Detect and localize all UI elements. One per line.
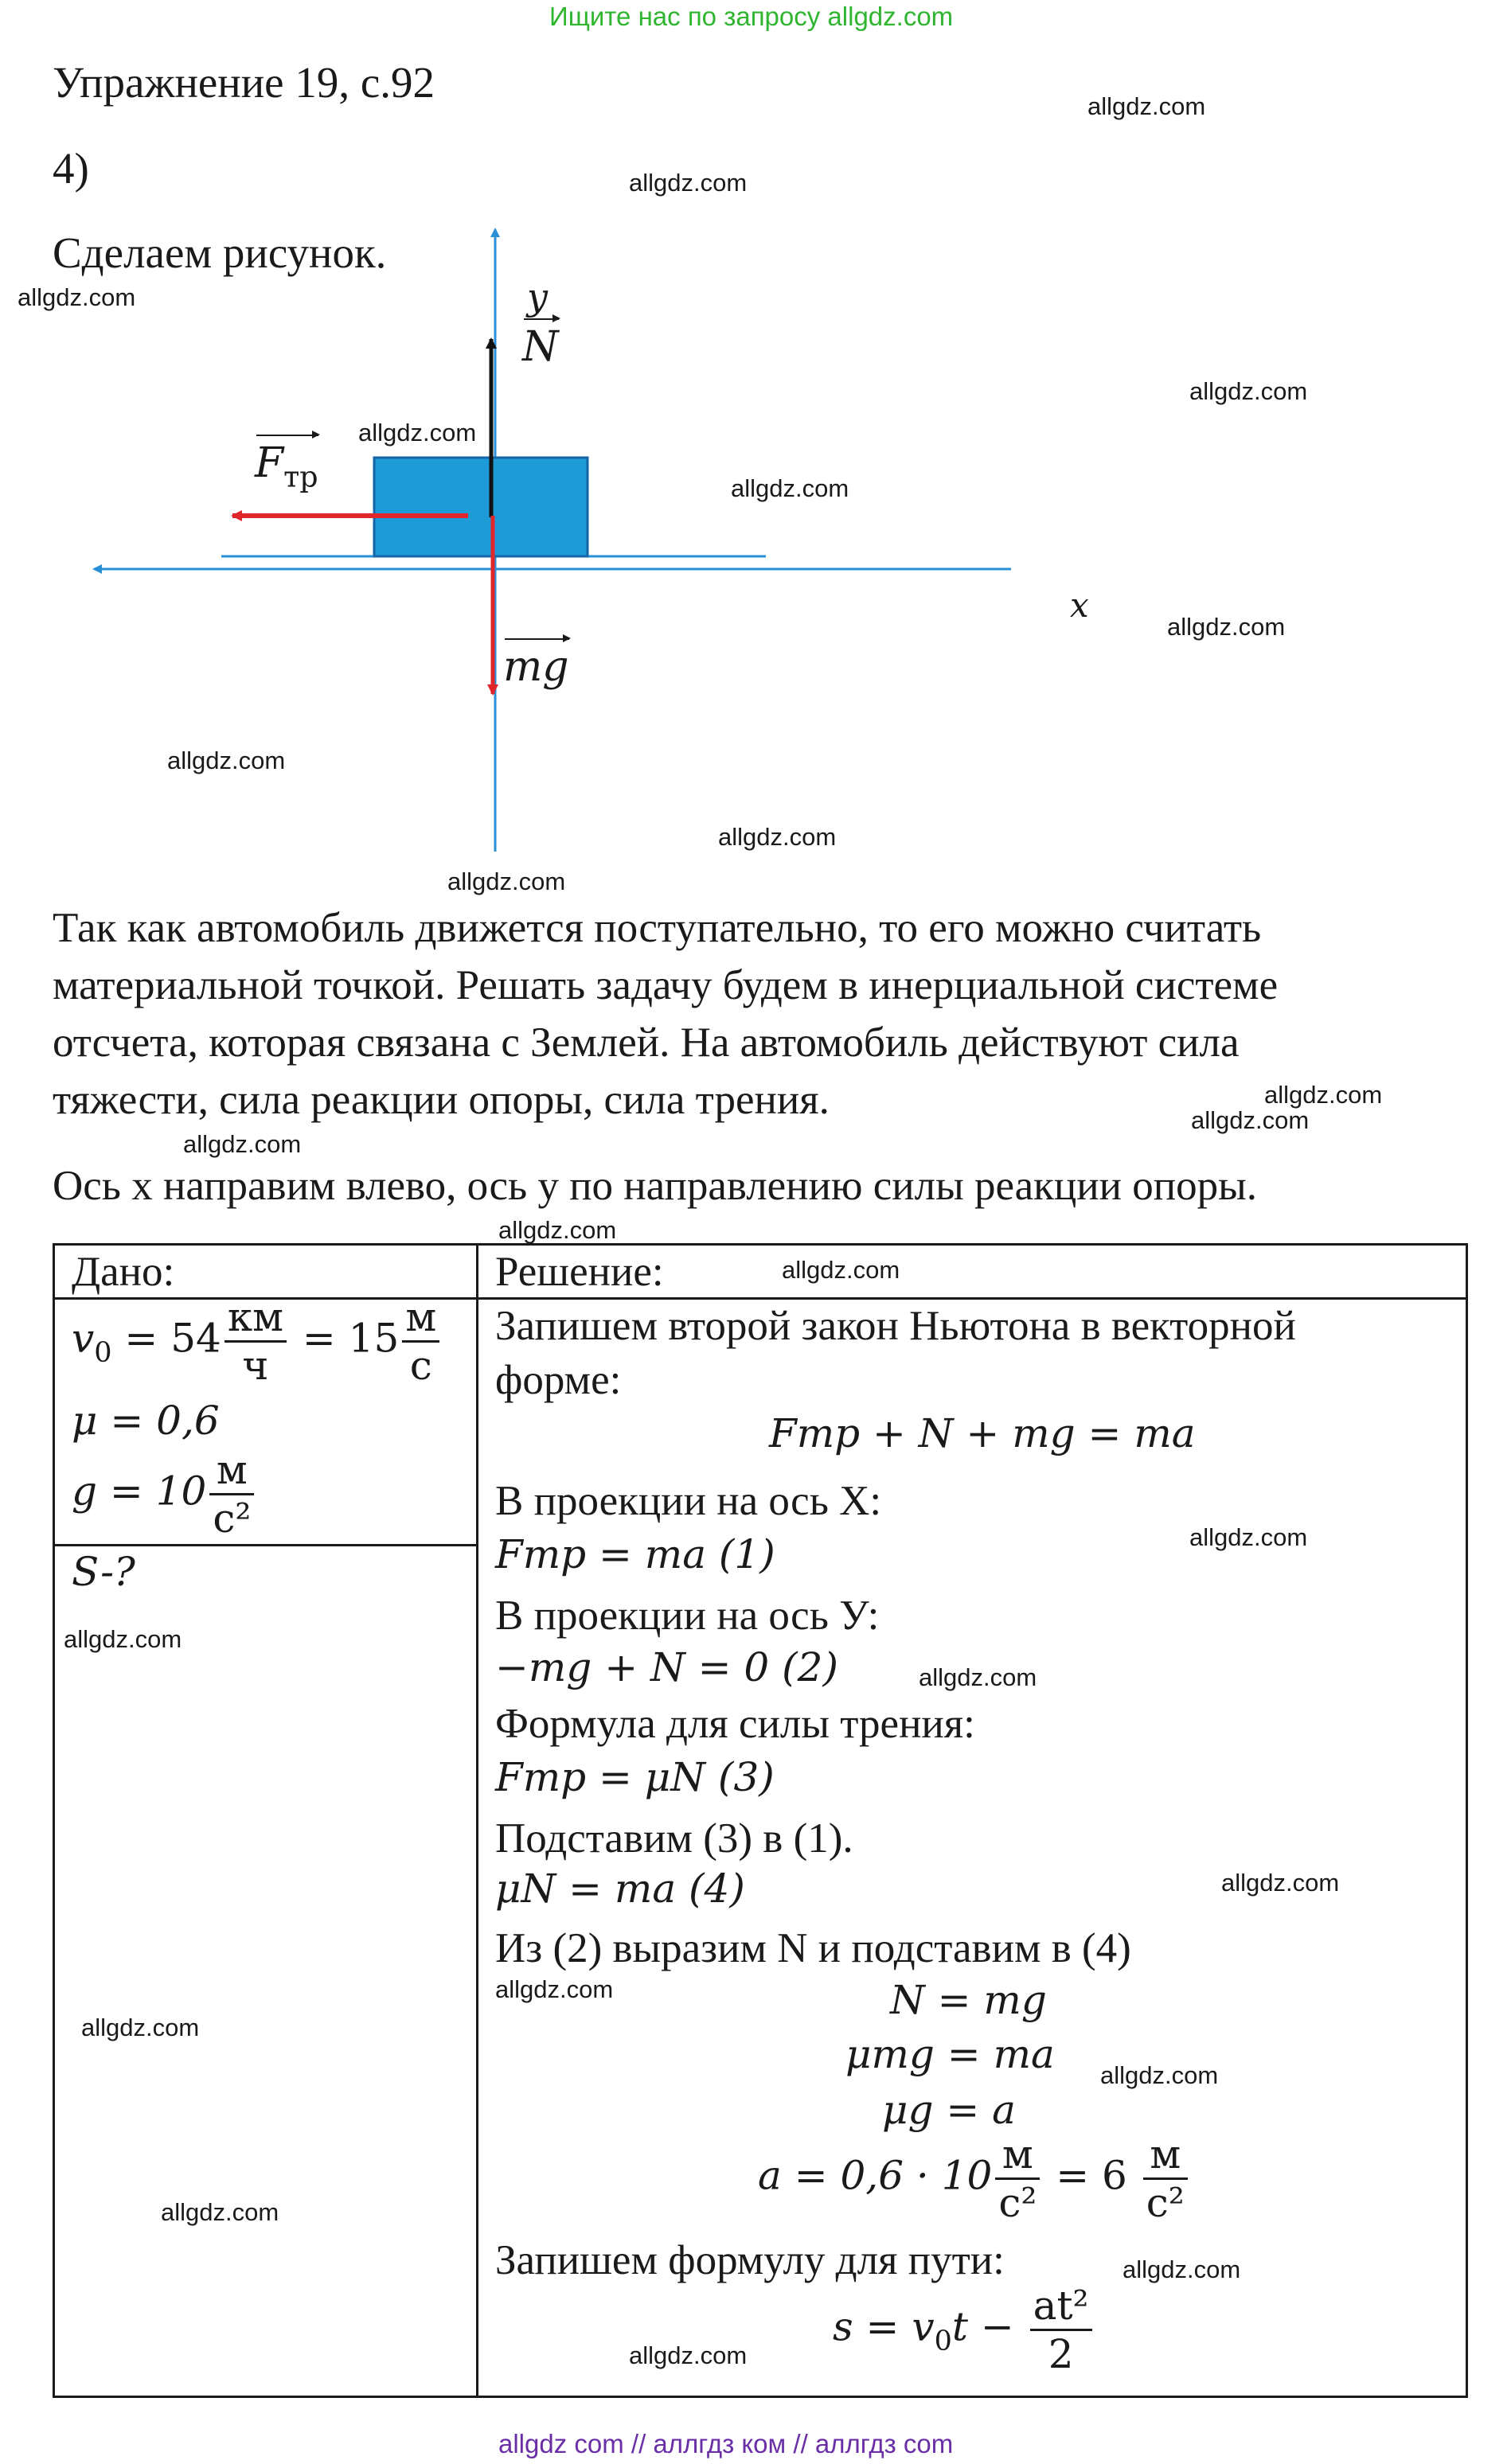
bottom-banner-link[interactable]: allgdz com // аллгдз ком // аллгдз com <box>498 2429 954 2458</box>
watermark: allgdz.com <box>731 474 849 502</box>
label-x: x <box>1070 586 1089 625</box>
watermark: allgdz.com <box>447 867 566 895</box>
paragraph-line: тяжести, сила реакции опоры, сила трения. <box>53 1077 830 1123</box>
solution-line-4: В проекции на ось У: <box>495 1593 880 1639</box>
find-s: S-? <box>72 1549 135 1595</box>
watermark: allgdz.com <box>81 2014 200 2041</box>
watermark: allgdz.com <box>1189 377 1308 405</box>
block <box>374 458 588 556</box>
item-number: 4) <box>53 144 89 193</box>
watermark: allgdz.com <box>1264 1081 1383 1109</box>
watermark: allgdz.com <box>1189 1523 1308 1551</box>
solution-line-7: Из (2) выразим N и подставим в (4) <box>495 1925 1131 1971</box>
label-mg: mg <box>503 643 569 691</box>
equation-7: μg = a <box>882 2087 1016 2133</box>
solution-line-3: В проекции на ось X: <box>495 1478 882 1524</box>
given-header: Дано: <box>72 1249 175 1295</box>
paragraph-line: Так как автомобиль движется поступательно, то его можно считать <box>53 905 1262 951</box>
table-border-left <box>53 1243 55 2398</box>
exercise-heading: Упражнение 19, с.92 <box>53 58 435 107</box>
watermark: allgdz.com <box>161 2198 279 2226</box>
equation-5: N = mg <box>890 1977 1047 2023</box>
watermark: allgdz.com <box>495 1975 614 2003</box>
equation-8: a = 0,6 · 10 $\frac{м}{\text{с²}}$ = 6 $\frac{м}{\text{с²}}$ <box>758 2135 1191 2223</box>
given-v0: $v_0 = 54$ $\frac{км}{ч}$ = 15 $\frac{м}{с}$ <box>72 1297 443 1386</box>
watermark: allgdz.com <box>18 283 136 311</box>
solution-line-2: форме: <box>495 1357 622 1403</box>
table-border-bottom <box>53 2396 1468 2398</box>
equation-1: Fтр = ma (1) <box>495 1531 775 1577</box>
table-column-divider <box>476 1243 478 2398</box>
equation-3: Fтр = μN (3) <box>495 1754 775 1800</box>
watermark: allgdz.com <box>358 419 477 446</box>
watermark: allgdz.com <box>919 1663 1037 1691</box>
equation-6: μmg = ma <box>845 2031 1055 2077</box>
watermark: allgdz.com <box>629 169 748 197</box>
watermark: allgdz.com <box>183 1130 302 1158</box>
explanation-paragraph <box>53 899 1278 1129</box>
given-mu: μ = 0,6 <box>72 1398 220 1444</box>
solution-line-6: Подставим (3) в (1). <box>495 1815 853 1862</box>
equation-9: $s = v_0t$ − $\frac{\text{at²}}{2}$ <box>833 2286 1095 2374</box>
watermark: allgdz.com <box>1087 92 1206 120</box>
watermark: allgdz.com <box>718 823 837 851</box>
paragraph-line: отсчета, которая связана с Землей. На автомобиль действуют сила <box>53 1020 1240 1066</box>
solution-line-5: Формула для силы трения: <box>495 1701 975 1747</box>
paragraph-line: материальной точкой. Решать задачу будем в инерциальной системе <box>53 962 1279 1008</box>
watermark: allgdz.com <box>1221 1869 1340 1897</box>
top-banner-link[interactable]: Ищите нас по запросу allgdz.com <box>549 2 954 31</box>
equation-2: −mg + N = 0 (2) <box>495 1644 838 1690</box>
solution-line-1: Запишем второй закон Ньютона в векторной <box>495 1303 1296 1349</box>
watermark: allgdz.com <box>498 1216 617 1244</box>
watermark: allgdz.com <box>64 1625 182 1653</box>
table-border-right <box>1466 1243 1468 2398</box>
watermark: allgdz.com <box>1167 613 1286 641</box>
figure-intro: Сделаем рисунок. <box>53 228 387 277</box>
watermark: allgdz.com <box>782 1256 900 1284</box>
watermark: allgdz.com <box>1123 2255 1241 2283</box>
equation-4: μN = ma (4) <box>495 1866 745 1912</box>
axes-sentence: Ось x направим влево, ось y по направлению силы реакции опоры. <box>53 1163 1257 1209</box>
label-F-friction: $F_{тр}$ <box>255 439 318 494</box>
label-y: y <box>527 275 548 318</box>
watermark: allgdz.com <box>1100 2061 1219 2089</box>
watermark: allgdz.com <box>629 2341 748 2369</box>
given-find-divider <box>53 1544 477 1546</box>
solution-line-8: Запишем формулу для пути: <box>495 2237 1005 2283</box>
label-N: N <box>522 323 559 371</box>
newton-vector-equation: Fтр + N + mg = ma <box>769 1410 1196 1456</box>
table-border-top <box>53 1243 1468 1246</box>
given-g: g = 10 $\frac{м}{\text{с²}}$ <box>72 1450 257 1538</box>
watermark: allgdz.com <box>1191 1106 1310 1134</box>
solution-header: Решение: <box>495 1249 664 1295</box>
watermark: allgdz.com <box>167 747 286 774</box>
